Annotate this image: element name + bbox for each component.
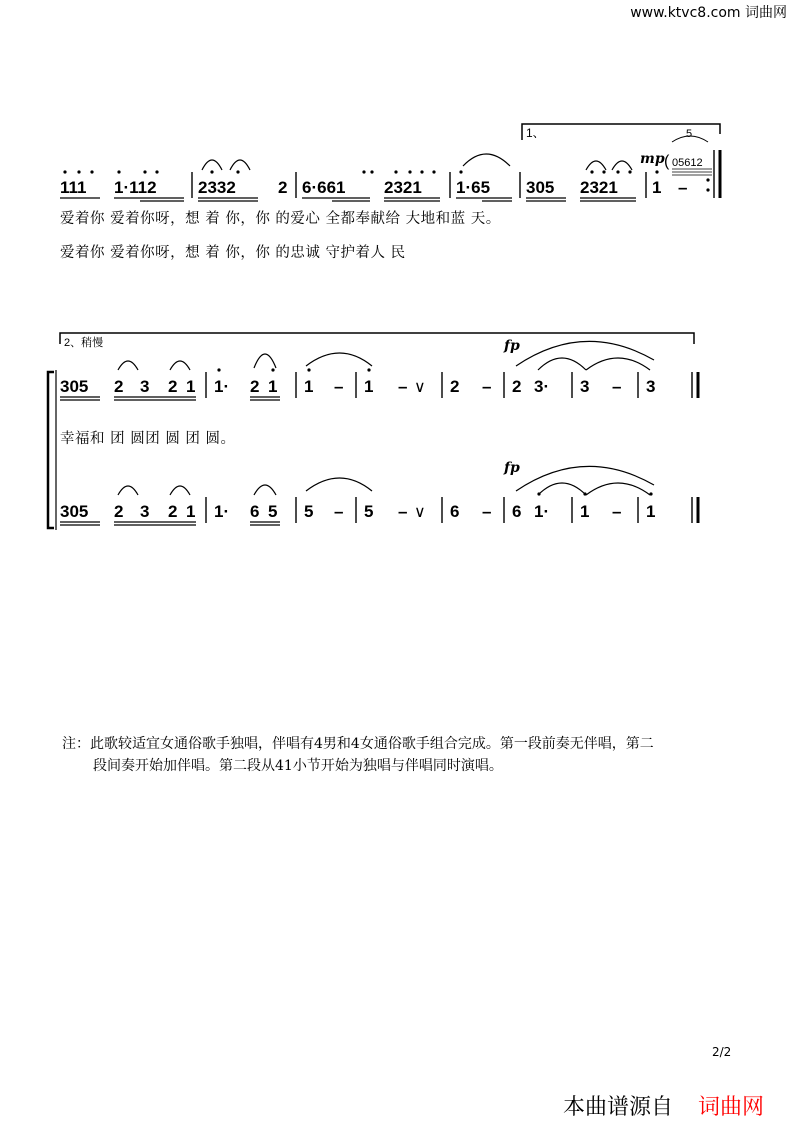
note-group: 2 <box>450 377 460 396</box>
performance-note <box>62 733 742 777</box>
note-group: 3 <box>646 377 656 396</box>
dynamic-fp-bottom: fp <box>504 460 520 476</box>
note-group: – <box>334 502 344 521</box>
note-group: – <box>482 502 492 521</box>
note-group: 1 <box>304 377 314 396</box>
note-group: 305 <box>60 502 89 521</box>
note-group: – <box>398 377 408 396</box>
note-line-2: 段间奏开始加伴唱。第二段从41小节开始为独唱与伴唱同时演唱。 <box>93 758 503 774</box>
note-group: 1 <box>364 377 374 396</box>
note-group: – <box>398 502 408 521</box>
note-group: 6 <box>512 502 522 521</box>
note-group: 3 <box>140 377 150 396</box>
note-group: 2 <box>168 377 178 396</box>
lyric-line-1: 爱着你 爱着你呀，想 着 你，你 的爱心 全都奉献给 大地和蓝 天。 <box>60 211 501 227</box>
grace-paren: ( <box>664 153 670 170</box>
note-group: 2 <box>168 502 178 521</box>
note-group: 5 <box>304 502 314 521</box>
svg-text:∨: ∨ <box>414 504 426 521</box>
system-1 <box>60 124 720 201</box>
note-group: 1 <box>580 502 590 521</box>
note-group: 6 <box>250 502 260 521</box>
note-group: 1 <box>652 178 662 197</box>
note-group: – <box>334 377 344 396</box>
note-group: 3 <box>580 377 590 396</box>
note-group: 2 <box>114 502 124 521</box>
note-group: 1· <box>534 502 550 521</box>
note-group: 2321 <box>580 178 618 197</box>
note-group: 2332 <box>198 178 236 197</box>
note-group: 2 <box>278 178 288 197</box>
note-group: 5 <box>268 502 278 521</box>
svg-text:∨: ∨ <box>414 379 426 396</box>
note-group: 1·65 <box>456 178 491 197</box>
lyric-line-3: 幸福和 团 圆团 圆 团 圆。 <box>60 431 236 447</box>
note-group: 6 <box>450 502 460 521</box>
note-group: 1 <box>186 502 196 521</box>
page-number: 2/2 <box>712 1045 732 1059</box>
note-group: 305 <box>526 178 555 197</box>
note-group: 2 <box>114 377 124 396</box>
note-group: 2321 <box>384 178 422 197</box>
lyric-line-2: 爱着你 爱着你呀，想 着 你，你 的忠诚 守护着人 民 <box>60 245 406 261</box>
note-group: – <box>678 178 688 197</box>
grace-notes: 05612 <box>672 157 703 169</box>
note-group: 3 <box>140 502 150 521</box>
volta-label-1: 1、 <box>526 126 545 140</box>
note-group: 1·112 <box>114 178 157 197</box>
note-group: 5 <box>364 502 374 521</box>
note-group: 6·661 <box>302 178 346 197</box>
source-site-link[interactable]: 词曲网 <box>698 1095 765 1120</box>
note-group: 3· <box>534 377 550 396</box>
note-group: – <box>482 377 492 396</box>
note-group: 2 <box>512 377 522 396</box>
dynamic-mp: mp <box>640 151 665 167</box>
volta-label-2: 2、稍慢 <box>64 337 104 349</box>
tuplet-number: 5 <box>686 128 693 140</box>
note-group: 1 <box>186 377 196 396</box>
dynamic-fp-top: fp <box>504 338 520 354</box>
note-group: 1· <box>214 377 230 396</box>
note-group: 305 <box>60 377 89 396</box>
note-line-1: 注：此歌较适宜女通俗歌手独唱，伴唱有4男和4女通俗歌手组合完成。第一段前奏无伴唱，第二 <box>62 736 654 752</box>
note-group: 1 <box>646 502 656 521</box>
site-header: www.ktvc8.com 词曲网 <box>630 5 787 21</box>
note-group: 111 <box>60 178 87 197</box>
note-group: – <box>612 377 622 396</box>
music-score <box>0 0 793 560</box>
note-group: – <box>612 502 622 521</box>
note-group: 2 <box>250 377 260 396</box>
system-bracket <box>48 372 54 528</box>
note-group: 1 <box>268 377 278 396</box>
note-group: 1· <box>214 502 230 521</box>
source-prefix: 本曲谱源自 <box>563 1095 674 1120</box>
